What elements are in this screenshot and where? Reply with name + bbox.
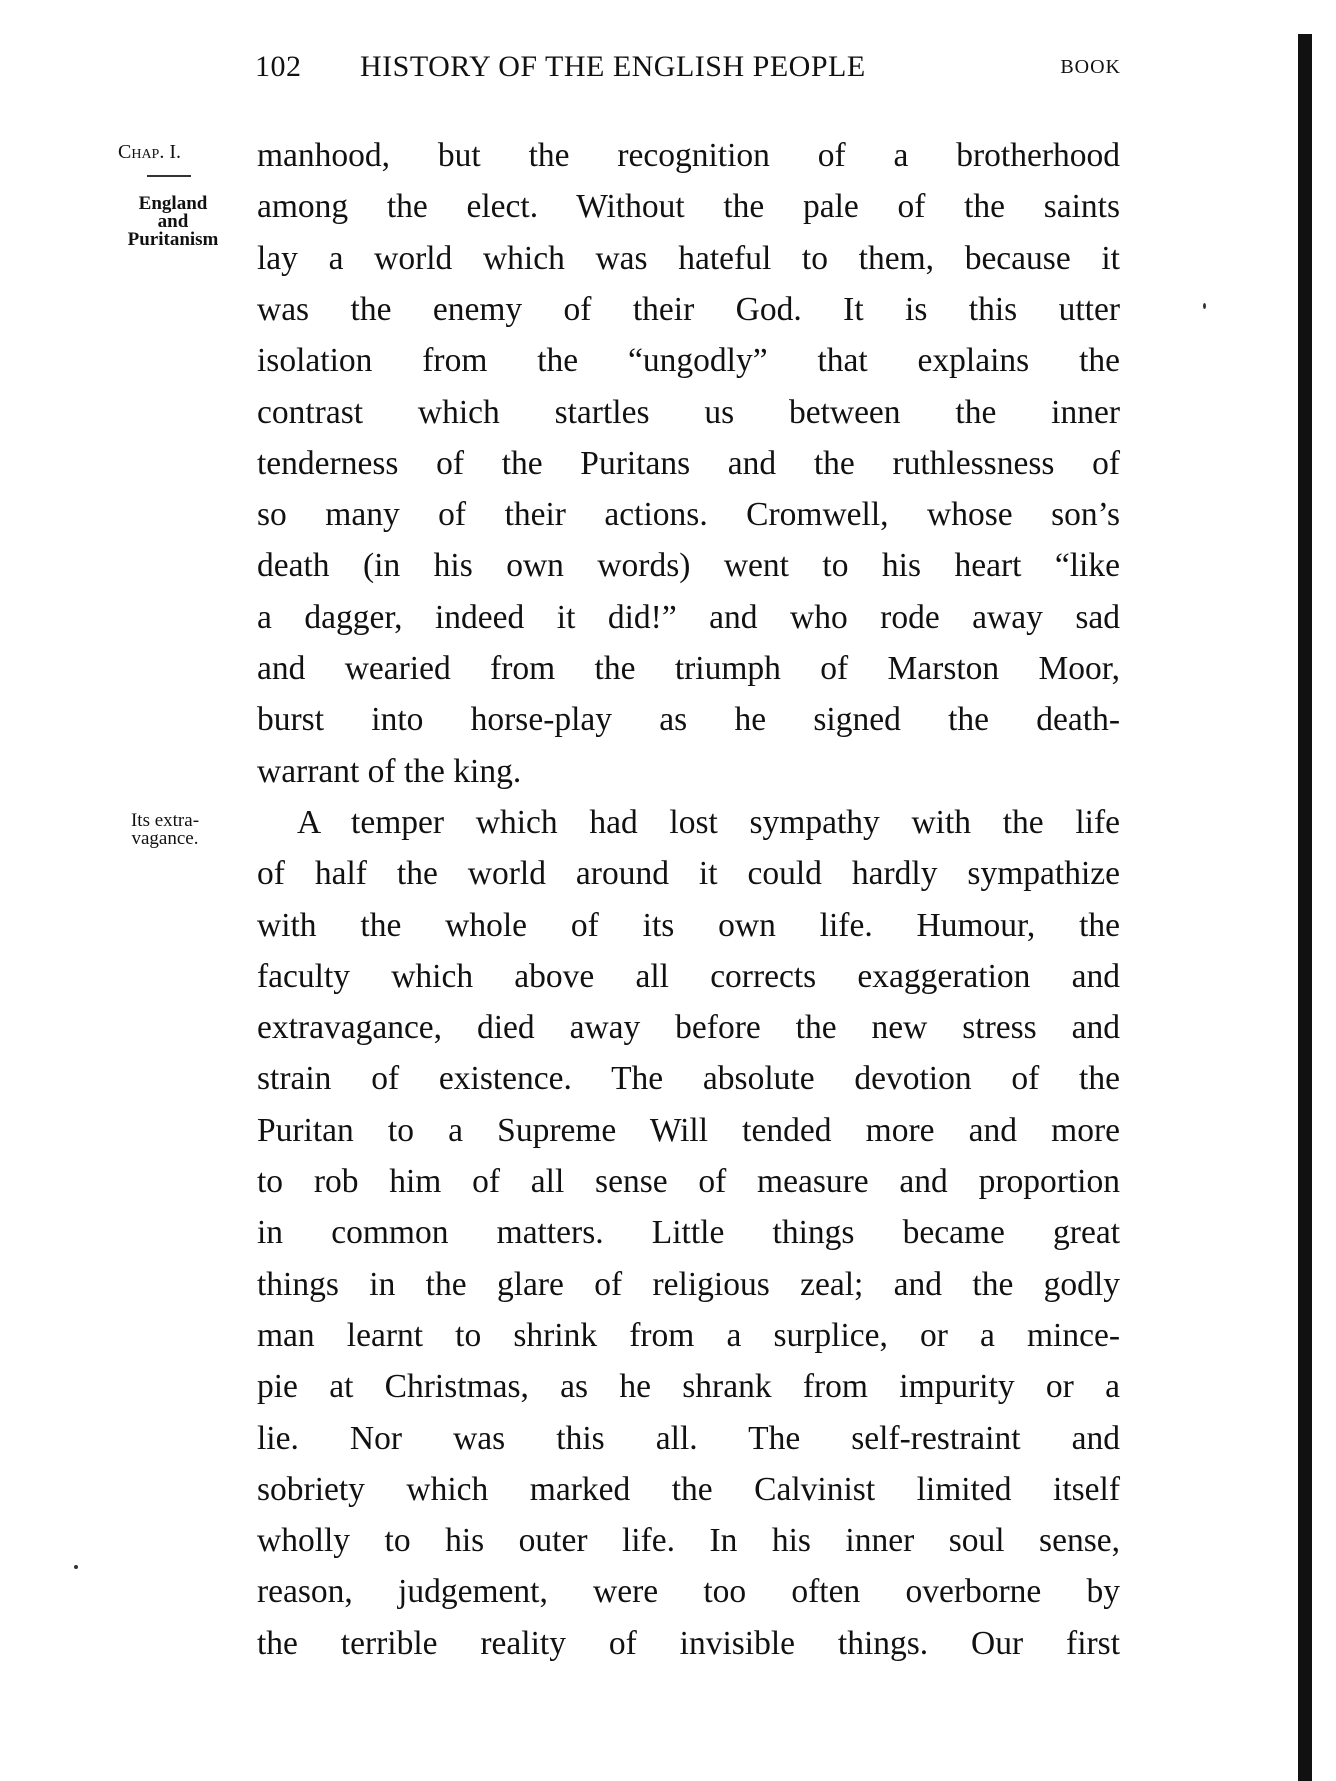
page-edge-bar [1298, 34, 1312, 1781]
text-line: was the enemy of their God. It is this utter [257, 290, 1120, 328]
text-line: to rob him of all sense of measure and proportion [257, 1163, 1120, 1200]
margin-section-line: vagance. [131, 828, 199, 849]
margin-rule [147, 175, 191, 177]
text-line: death (in his own words) went to his heart “like [257, 547, 1120, 585]
text-line: burst into horse-play as he signed the death- [257, 701, 1120, 739]
margin-chapter: Chap. I. [118, 141, 182, 163]
margin-section-line: Its extra- [130, 810, 200, 831]
margin-topic-line: England [138, 193, 208, 214]
text-line: lie. Nor was this all. The self-restraint and [257, 1419, 1120, 1457]
text-line: A temper which had lost sympathy with the life [297, 803, 1120, 841]
text-line: manhood, but the recognition of a brotherhood [257, 137, 1120, 174]
text-line: reason, judgement, were too often overborne by [257, 1573, 1120, 1611]
margin-topic [108, 195, 238, 249]
text-line: contrast which startles us between the inner [257, 393, 1120, 431]
running-title: HISTORY OF THE ENGLISH PEOPLE [360, 50, 866, 83]
page-number: 102 [255, 50, 302, 83]
text-line: wholly to his outer life. In his inner soul sense, [257, 1522, 1120, 1560]
text-line: isolation from the “ungodly” that explains the [257, 342, 1120, 380]
margin-section [110, 812, 220, 848]
text-line: of half the world around it could hardly sympathize [257, 855, 1120, 893]
text-line: and wearied from the triumph of Marston Moor, [257, 650, 1120, 687]
text-line: Puritan to a Supreme Will tended more and more [257, 1111, 1120, 1149]
book-label: BOOK [1060, 56, 1121, 78]
scan-speck [74, 1565, 78, 1569]
text-line: things in the glare of religious zeal; and the godly [257, 1265, 1120, 1303]
text-line: a dagger, indeed it did!” and who rode away sad [257, 598, 1120, 636]
text-line: lay a world which was hateful to them, because it [257, 239, 1120, 277]
text-line: among the elect. Without the pale of the saints [257, 188, 1120, 226]
scan-speck [1203, 303, 1206, 309]
text-line: in common matters. Little things became great [257, 1214, 1120, 1252]
text-line: warrant of the king. [257, 752, 522, 790]
text-line: so many of their actions. Cromwell, whose son’s [257, 496, 1120, 534]
text-line: man learnt to shrink from a surplice, or a mince- [257, 1316, 1120, 1354]
text-line: the terrible reality of invisible things. Our first [257, 1624, 1120, 1662]
margin-topic-line: and [157, 211, 189, 232]
text-line: faculty which above all corrects exaggeration and [257, 957, 1120, 995]
text-line: strain of existence. The absolute devotion of the [257, 1060, 1120, 1098]
running-header [255, 50, 1121, 90]
margin-topic-line: Puritanism [127, 229, 219, 250]
text-line: sobriety which marked the Calvinist limited itself [257, 1470, 1120, 1508]
text-line: tenderness of the Puritans and the ruthlessness of [257, 444, 1120, 482]
text-line: pie at Christmas, as he shrank from impurity or a [257, 1368, 1120, 1406]
text-line: extravagance, died away before the new stress and [257, 1009, 1120, 1047]
text-line: with the whole of its own life. Humour, the [257, 906, 1120, 944]
